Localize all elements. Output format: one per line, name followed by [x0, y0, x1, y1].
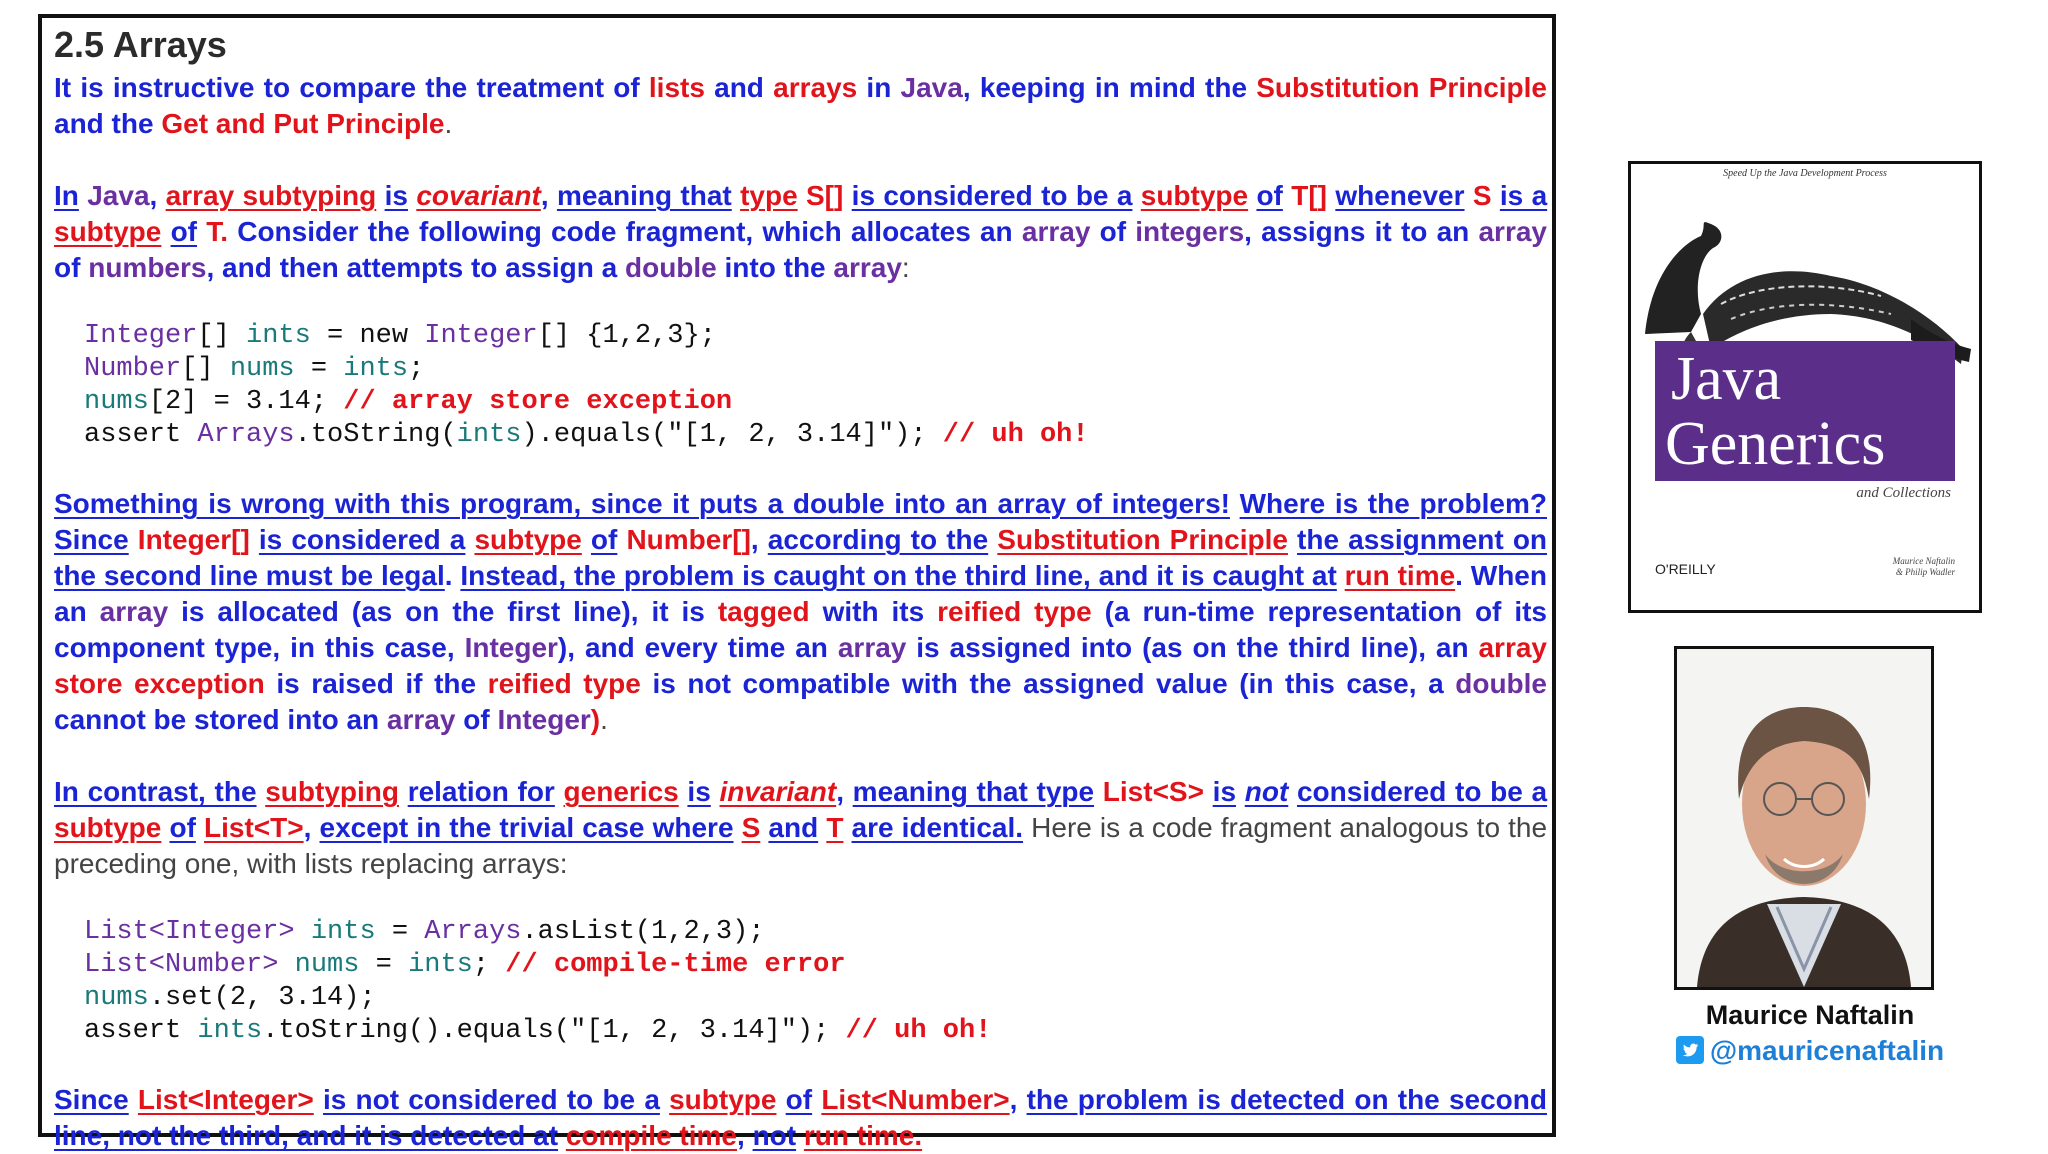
text: is a	[1499, 180, 1548, 211]
text: is allocated (as on the first line), it is	[168, 596, 718, 627]
term: arrays	[773, 72, 858, 103]
code-comment: // uh oh!	[942, 420, 1089, 450]
paragraph-intro	[54, 70, 1547, 142]
text: is	[1212, 776, 1237, 807]
text: cannot be stored into an	[54, 704, 387, 735]
term: subtype	[1140, 180, 1249, 211]
term: Java	[900, 72, 963, 103]
term: subtyping	[265, 776, 399, 807]
code-token: Arrays	[424, 917, 522, 947]
text: the assignment on the second line must be legal	[54, 524, 1548, 591]
code-comment: // array store exception	[343, 387, 733, 417]
term: run time.	[803, 1120, 923, 1151]
code-token: .toString().equals("[1, 2, 3.14]");	[262, 1016, 846, 1046]
term: invariant	[719, 776, 837, 807]
text: of	[170, 216, 198, 247]
text: meaning that type	[852, 776, 1095, 807]
author-name: Maurice Naftalin	[1705, 1000, 1915, 1030]
text: Since	[54, 1084, 129, 1115]
term: T[]	[1291, 180, 1327, 211]
term: array	[837, 632, 907, 663]
code-token: ints	[246, 321, 311, 351]
author-portrait	[1677, 649, 1931, 987]
twitter-handle: @mauricenaftalin	[1709, 1035, 1945, 1066]
text: is raised if the	[264, 668, 488, 699]
text: . When an	[54, 560, 1547, 627]
text: of	[455, 704, 498, 735]
code-token: assert	[84, 420, 198, 450]
code-token: nums	[84, 983, 149, 1013]
text: are identical.	[851, 812, 1024, 843]
paragraph-covariant: In Java, array subtyping is covariant, meaning that type S[] is considered to be a subtype of T[] whenever S is a subtype of T. Consider the following code fragment, which allocates an array of integers, assigns it to an array of numbers, and then attempts to assign a double into the array:	[54, 180, 1548, 283]
code-token: ).equals("[1, 2, 3.14]");	[521, 420, 943, 450]
term: subtype	[669, 1084, 777, 1115]
text: Instead, the problem is caught on the third line, and it is caught at	[460, 560, 1337, 591]
text: In	[54, 180, 79, 211]
code-token: List<Number>	[84, 950, 295, 980]
book-authors-line1: Maurice Naftalin	[1892, 556, 1955, 566]
term: subtype	[474, 524, 582, 555]
text: relation for	[407, 776, 555, 807]
term: array	[1478, 216, 1547, 247]
text: the problem is detected on the second line, not the third, and it is detected at	[54, 1084, 1547, 1151]
text: of	[1090, 216, 1136, 247]
text: of	[785, 1084, 813, 1115]
text: with its	[809, 596, 938, 627]
term: Substitution Principle	[997, 524, 1288, 555]
term: array	[99, 596, 169, 627]
code-token: Number	[84, 354, 182, 384]
term: reified type	[487, 668, 641, 699]
term: array	[386, 704, 456, 735]
text: whenever	[1335, 180, 1465, 211]
term: T.	[206, 216, 229, 247]
term: double	[624, 252, 717, 283]
text: (a run-time representation of its component type, in this case,	[54, 596, 1547, 663]
code-token: nums	[229, 354, 295, 384]
code-token: ;	[472, 950, 506, 980]
code-token: Arrays	[197, 420, 295, 450]
text: , keeping in mind the	[962, 72, 1257, 103]
code-token: Integer	[84, 321, 198, 351]
term: List<Integer>	[137, 1084, 314, 1115]
code-token: .toString(	[294, 420, 457, 450]
term: subtype	[54, 216, 162, 247]
code-token: ints	[197, 1016, 263, 1046]
term: T	[826, 812, 844, 843]
term: tagged	[717, 596, 810, 627]
book-tagline: Speed Up the Java Development Process	[1723, 168, 1887, 179]
paragraph-conclusion: Since List<Integer> is not considered to be a subtype of List<Number>, the problem is detected on the second line, not the third, and it is detected at compile time, not run time.	[54, 1084, 1547, 1151]
text: and	[704, 72, 774, 103]
term: Number[]	[626, 524, 751, 555]
text: , and then attempts to assign a	[206, 252, 625, 283]
twitter-icon	[1676, 1036, 1704, 1071]
text: of	[1256, 180, 1283, 211]
code-comment: // compile-time error	[505, 950, 846, 980]
term: Integer[]	[137, 524, 250, 555]
text: , assigns it to an	[1244, 216, 1479, 247]
code-token: []	[197, 321, 247, 351]
term: Substitution Principle	[1256, 72, 1548, 103]
code-token: ints	[343, 354, 409, 384]
text: is	[384, 180, 408, 211]
text: not	[752, 1120, 797, 1151]
text: ), and every time an	[557, 632, 838, 663]
code-token: .set(2, 3.14);	[148, 983, 376, 1013]
author-photo	[1674, 646, 1934, 990]
term: array	[1021, 216, 1091, 247]
text: and the	[54, 108, 162, 139]
code-token: [2] = 3.14;	[148, 387, 344, 417]
slide-content	[54, 22, 1547, 1154]
text: is not considered to be a	[322, 1084, 660, 1115]
term: S	[1472, 180, 1492, 211]
code-token: assert	[84, 1016, 198, 1046]
code-token: ints	[310, 917, 376, 947]
text: Since	[54, 524, 129, 555]
text: In contrast, the	[54, 776, 257, 807]
slide-title: 2.5 Arrays	[54, 24, 227, 65]
text: Consider the following code fragment, which allocates an	[228, 216, 1022, 247]
term: Integer	[497, 704, 591, 735]
term: compile time	[565, 1120, 737, 1151]
code-token: []	[181, 354, 230, 384]
text: Something is wrong with this program, since it puts a double into an array of integers!	[54, 488, 1230, 519]
term: type	[740, 180, 798, 211]
text: Where is the problem?	[1239, 488, 1547, 519]
term: generics	[563, 776, 679, 807]
term: Java	[87, 180, 150, 211]
book-title-line2: Generics	[1665, 410, 1886, 478]
code-token: ints	[456, 420, 522, 450]
text: is assigned into (as on the third line), an	[906, 632, 1479, 663]
code-token: nums	[294, 950, 360, 980]
text: Here is a code fragment analogous to the preceding one, with lists replacing arrays:	[54, 812, 1548, 879]
text: of	[169, 812, 196, 843]
term: S[]	[806, 180, 844, 211]
term: reified type	[937, 596, 1092, 627]
text: ,	[750, 524, 768, 555]
term: integers	[1135, 216, 1245, 247]
text: is not compatible with the assigned value (in this case, a	[640, 668, 1456, 699]
text: is considered to be a	[851, 180, 1133, 211]
term: array	[833, 252, 902, 283]
text: of	[54, 252, 89, 283]
term: )	[590, 704, 601, 735]
text: not	[1244, 776, 1289, 807]
author-twitter[interactable]	[1600, 1035, 2020, 1071]
text: according to the	[767, 524, 989, 555]
text: is considered a	[258, 524, 466, 555]
code-comment: // uh oh!	[845, 1016, 992, 1046]
text: except in the trivial case where	[319, 812, 734, 843]
term: lists	[648, 72, 705, 103]
term: covariant	[416, 180, 541, 211]
code-token: ints	[408, 950, 473, 980]
term: List<Number>	[821, 1084, 1010, 1115]
code-token: = new	[310, 321, 425, 351]
term: S	[741, 812, 761, 843]
code-token: nums	[84, 387, 149, 417]
code-token: ;	[408, 354, 425, 384]
term: List<S>	[1102, 776, 1204, 807]
code-token: .asList(1,2,3);	[521, 917, 765, 947]
term: double	[1455, 668, 1547, 699]
term: numbers	[88, 252, 207, 283]
text: is	[687, 776, 711, 807]
text: :	[901, 252, 910, 283]
term: array subtyping	[165, 180, 377, 211]
book-subtitle: and Collections	[1856, 485, 1951, 501]
text: into the	[716, 252, 834, 283]
book-cover-art	[1631, 164, 1979, 610]
paragraph-array-problem	[54, 486, 1547, 738]
text: of	[590, 524, 618, 555]
code-token: =	[375, 917, 425, 947]
code-block-lists	[84, 916, 1547, 1048]
text: It is instructive to compare the treatment of	[54, 72, 649, 103]
publisher-logo: O'REILLY	[1655, 561, 1716, 577]
paragraph-invariant: In contrast, the subtyping relation for generics is invariant, meaning that type List<S> is not considered to be a subtype of List<T>, except in the trivial case where S and T are identical. Here is a code fragment analogous to the preceding one, with lists replacing arrays:	[54, 776, 1548, 879]
code-token: Integer	[424, 321, 538, 351]
code-block-arrays	[84, 320, 1547, 452]
book-cover	[1628, 161, 1982, 613]
text: .	[600, 704, 608, 735]
text: .	[444, 108, 453, 139]
text: considered to be a	[1296, 776, 1548, 807]
text: in	[857, 72, 901, 103]
text: and	[768, 812, 819, 843]
term: subtype	[54, 812, 162, 843]
text: meaning that	[556, 180, 732, 211]
code-token: [] {1,2,3};	[537, 321, 716, 351]
book-authors-line2: & Philip Wadler	[1895, 567, 1955, 577]
term: Get and Put Principle	[161, 108, 445, 139]
term: Integer	[464, 632, 558, 663]
term: List<T>	[204, 812, 304, 843]
term: array store exception	[54, 632, 1547, 699]
code-token: =	[359, 950, 409, 980]
term: run time	[1344, 560, 1456, 591]
text: .	[444, 560, 461, 591]
book-title-line1: Java	[1671, 345, 1782, 413]
code-token: =	[294, 354, 344, 384]
code-token: List<Integer>	[84, 917, 311, 947]
